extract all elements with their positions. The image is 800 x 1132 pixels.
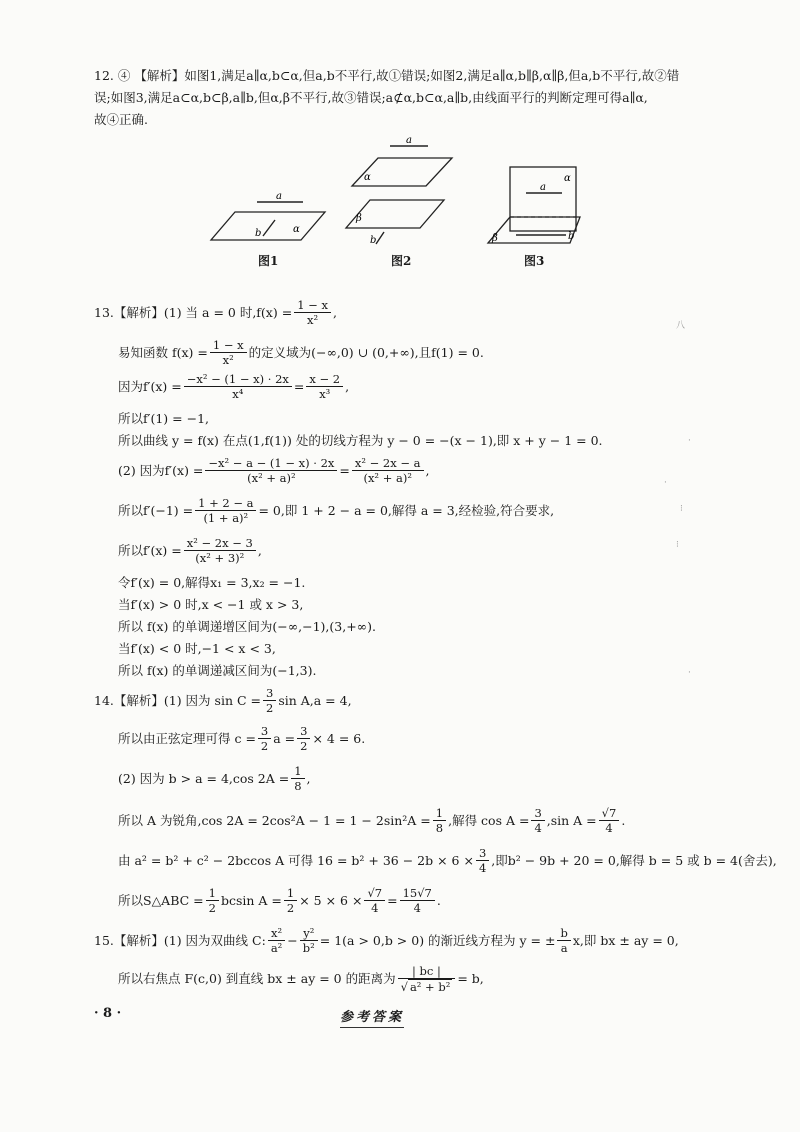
fig2-label-b: b <box>370 235 377 246</box>
q13-line-6: (2) 因为f′(x) = $\frac{\text{−x² − a − (1 − x) · 2x}}{\text{(x² + a)²}}$ = $\frac{\text{x² − 2x − a}}{\text{(x² + a)²}}$ , <box>118 456 430 485</box>
fig1-label-alpha: α <box>293 224 300 235</box>
q14-line-3: (2) 因为 b > a = 4,cos 2A = $\frac{1}{8}$ , <box>118 764 311 793</box>
q13-line-4: 所以f′(1) = −1, <box>118 411 209 426</box>
fig3-caption: 图3 <box>524 254 545 268</box>
fig2-caption: 图2 <box>391 254 412 268</box>
fig1-label-b: b <box>255 228 262 239</box>
fig3-plane-beta <box>488 217 580 243</box>
footer-label: 参考答案 <box>340 1006 404 1028</box>
q13-line-11: 所以 f(x) 的单调递增区间为(−∞,−1),(3,+∞). <box>118 619 376 634</box>
q13-line-2: 易知函数 f(x) = $\frac{1 - x}{\text{x²}}$ 的定义域为(−∞,0) ∪ (0,+∞),且f(1) = 0. <box>118 338 484 367</box>
margin-mark: ⁝ <box>680 504 683 514</box>
q13-line-3: 因为f′(x) = $\frac{\text{−x² − (1 − x) · 2x}}{\text{x⁴}}$ = $\frac{x - 2}{\text{x³}}$ , <box>118 372 350 401</box>
fig2-label-alpha: α <box>364 172 371 183</box>
q15-line-2: 所以右焦点 F(c,0) 到直线 bx ± ay = 0 的距离为 $\frac{| bc |}{\text{√ a² + b²}}$ = b, <box>118 964 484 994</box>
fig1-line-b <box>263 220 275 236</box>
margin-mark: · <box>688 436 691 446</box>
figure-2 <box>340 135 460 250</box>
q13-line-5: 所以曲线 y = f(x) 在点(1,f(1)) 处的切线方程为 y − 0 = −(x − 1),即 x + y − 1 = 0. <box>118 433 603 448</box>
fig2-label-a: a <box>406 135 412 146</box>
q12-line-2: 误;如图3,满足a⊂α,b⊂β,a∥b,但α,β不平行,故③错误;a⊄α,b⊂α,a∥b,由线面平行的判断定理可得a∥α, <box>94 90 648 105</box>
fig2-label-beta: β <box>356 213 362 224</box>
margin-mark: ⁝ <box>676 540 679 550</box>
margin-mark: 八 <box>676 321 686 331</box>
q15-line-1: 15.【解析】(1) 因为双曲线 C: $\frac{\text{x²}}{\text{a²}}$ − $\frac{\text{y²}}{\text{b²}}$ = 1(a > 0,b > 0) 的渐近线方程为 y = ± $\frac{b}{a}$ x,即 bx ± ay = 0, <box>94 926 679 955</box>
q14-line-2: 所以由正弦定理可得 c = $\frac{3}{2}$ a = $\frac{3}{2}$ × 4 = 6. <box>118 724 366 753</box>
q13-line-8: 所以f′(x) = $\frac{\text{x² − 2x − 3}}{\text{(x² + 3)²}}$ , <box>118 536 262 565</box>
fig1-plane-alpha <box>211 212 325 240</box>
q13-line-10: 当f′(x) > 0 时,x < −1 或 x > 3, <box>118 597 304 612</box>
figure-3 <box>480 165 590 250</box>
page-number: · 8 · <box>94 1006 122 1021</box>
q13-line-9: 令f′(x) = 0,解得x₁ = 3,x₂ = −1. <box>118 575 306 590</box>
fig2-line-b <box>376 232 384 244</box>
q12-line-3: 故④正确. <box>94 112 148 127</box>
fig3-label-a: a <box>540 182 546 193</box>
q13-line-1: 13.【解析】(1) 当 a = 0 时,f(x) = $\frac{1 - x}{\text{x²}}$ , <box>94 298 337 327</box>
q14-line-6: 所以S△ABC = $\frac{1}{2}$ bcsin A = $\frac{1}{2}$ × 5 × 6 × $\frac{√7}{4}$ = $\frac{15√7}{4}$ . <box>118 886 441 915</box>
fig3-label-beta: β <box>492 233 498 244</box>
fig3-label-b: b <box>568 231 575 242</box>
fig1-caption: 图1 <box>258 254 279 268</box>
fig3-label-alpha: α <box>564 173 571 184</box>
q12-line-1: 12. ④ 【解析】如图1,满足a∥α,b⊂α,但a,b不平行,故①错误;如图2,满足a∥α,b∥β,α∥β,但a,b不平行,故②错 <box>94 68 680 83</box>
q13-line-7: 所以f′(−1) = $\frac{1 + 2 - a}{\text{(1 + a)²}}$ = 0,即 1 + 2 − a = 0,解得 a = 3,经检验,符合要求, <box>118 496 555 525</box>
fig1-label-a: a <box>276 191 282 202</box>
margin-mark: · <box>688 668 691 678</box>
q14-line-4: 所以 A 为锐角,cos 2A = 2cos²A − 1 = 1 − 2sin²A = $\frac{1}{8}$ ,解得 cos A = $\frac{3}{4}$ ,sin A = $\frac{√7}{4}$ . <box>118 806 626 835</box>
q13-line-13: 所以 f(x) 的单调递减区间为(−1,3). <box>118 663 317 678</box>
q13-line-12: 当f′(x) < 0 时,−1 < x < 3, <box>118 641 276 656</box>
q14-line-5: 由 a² = b² + c² − 2bccos A 可得 16 = b² + 36 − 2b × 6 × $\frac{3}{4}$ ,即b² − 9b + 20 = 0,解得 b = 5 或 b = 4(舍去), <box>118 846 777 875</box>
q14-line-1: 14.【解析】(1) 因为 sin C = $\frac{3}{2}$ sin A,a = 4, <box>94 686 352 715</box>
figure-1 <box>205 190 335 250</box>
margin-mark: · <box>664 478 667 488</box>
